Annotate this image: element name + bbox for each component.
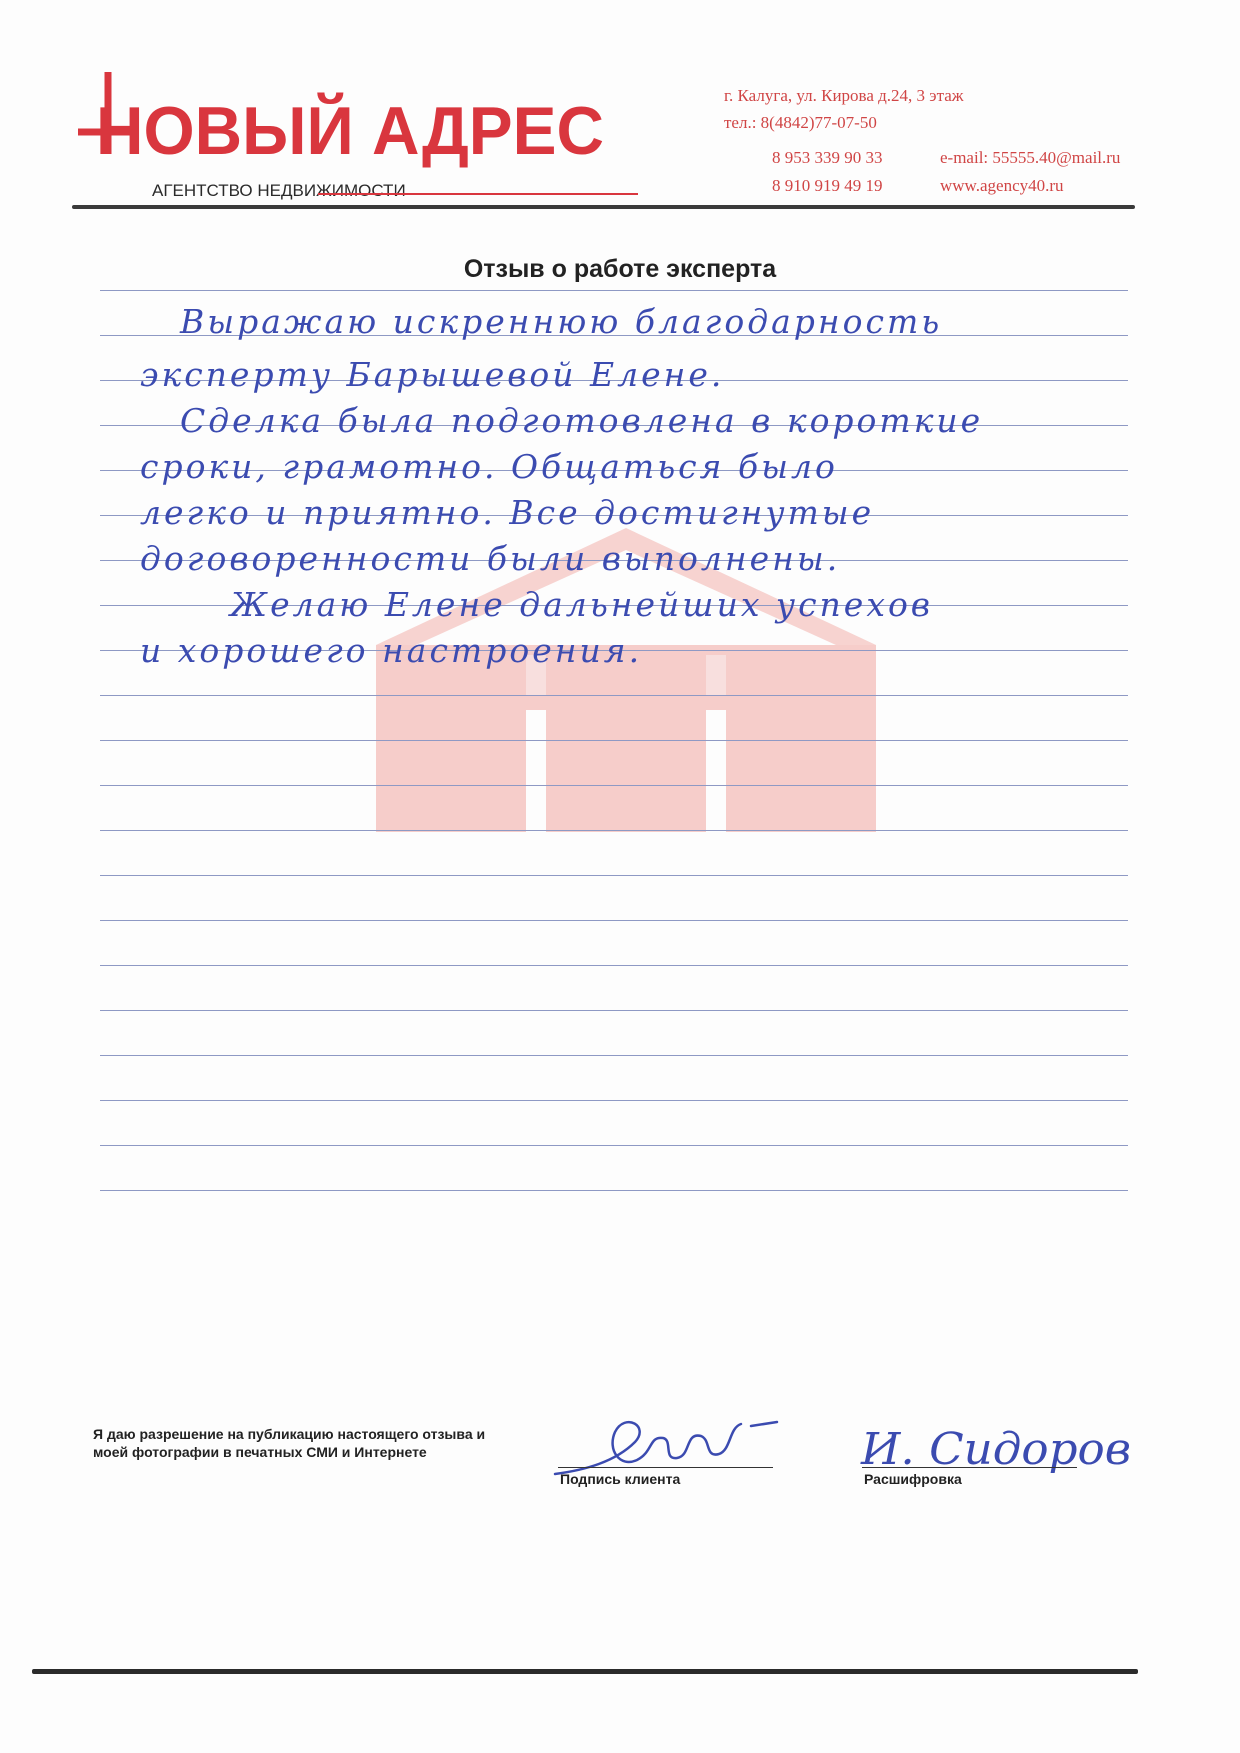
ruled-line xyxy=(100,965,1128,966)
logo-name: НОВЫЙ АДРЕС xyxy=(96,93,622,169)
website-text: www.agency40.ru xyxy=(940,176,1064,195)
ruled-line xyxy=(100,1145,1128,1146)
review-line: Желаю Елене дальнейших успехов xyxy=(230,585,934,624)
ruled-line xyxy=(100,740,1128,741)
review-line: и хорошего настроения. xyxy=(140,631,643,670)
signature-label: Подпись клиента xyxy=(560,1471,681,1487)
review-line: договоренности были выполнены. xyxy=(140,539,841,578)
ruled-line xyxy=(100,920,1128,921)
ruled-line xyxy=(100,1100,1128,1101)
phone-mobile-1: 8 953 339 90 33 xyxy=(772,148,883,167)
phone-mobile-2: 8 910 919 49 19 xyxy=(772,176,883,195)
decoding-value: И. Сидоров xyxy=(859,1424,1131,1475)
ruled-line xyxy=(100,1190,1128,1191)
review-line: Сделка была подготовлена в короткие xyxy=(180,401,984,440)
decoding-handwriting xyxy=(855,1402,1155,1482)
footer-divider xyxy=(32,1669,1138,1674)
decoding-label: Расшифровка xyxy=(864,1471,962,1487)
review-line: сроки, грамотно. Общаться было xyxy=(140,447,838,486)
review-line: легко и приятно. Все достигнутые xyxy=(140,493,875,532)
decoding-line xyxy=(862,1467,1077,1468)
handwritten-review xyxy=(0,0,1240,720)
signature-line xyxy=(558,1467,773,1468)
client-signature xyxy=(545,1402,805,1482)
ruled-line xyxy=(100,1010,1128,1011)
address-text: г. Калуга, ул. Кирова д.24, 3 этаж xyxy=(724,86,964,105)
page-title: Отзыв о работе эксперта xyxy=(463,255,777,283)
publication-consent: Я даю разрешение на публикацию настоящего отзыва и моей фотографии в печатных СМИ и Интернете xyxy=(93,1426,486,1460)
ruled-line xyxy=(100,830,1128,831)
ruled-line xyxy=(100,1055,1128,1056)
phone-main: тел.: 8(4842)77-07-50 xyxy=(724,113,877,132)
logo-tagline: АГЕНТСТВО НЕДВИЖИМОСТИ xyxy=(152,181,406,200)
ruled-line xyxy=(100,875,1128,876)
review-line: Выражаю искреннюю благодарность xyxy=(180,302,943,341)
ruled-line xyxy=(100,785,1128,786)
email-text: e-mail: 55555.40@mail.ru xyxy=(940,148,1121,167)
review-line: эксперту Барышевой Елене. xyxy=(140,355,725,394)
